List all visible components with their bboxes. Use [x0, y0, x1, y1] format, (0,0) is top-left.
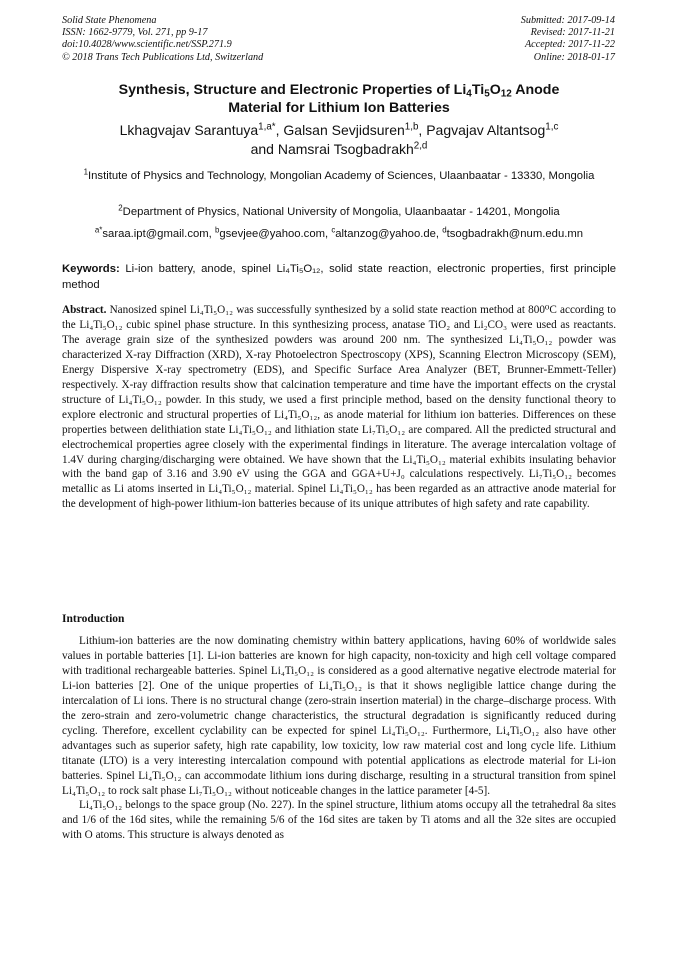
email-d[interactable]: tsogbadrakh@num.edu.mn — [446, 228, 584, 240]
keywords-text: Li-ion battery, anode, spinel Li₄Ti₅O₁₂, solid state reaction, electronic properties, first principle method — [62, 263, 616, 291]
introduction-body — [62, 634, 616, 843]
journal-info — [62, 15, 263, 64]
email-b[interactable]: gsevjee@yahoo.com, — [219, 228, 332, 240]
keywords — [62, 262, 616, 293]
abstract-text: Nanosized spinel Li₄Ti₅O₁₂ was successfully synthesized by a solid state reaction method at 800⁰C according to the Li₄Ti₅O₁₂ cubic spinel phase structure. In this synthesizing process, anatase TiO₂ and Li₂CO₃ were used as reactants. The average grain size of the synthesized powders was around 200 nm. The synthesized Li₄Ti₅O₁₂ powder was characterized X-ray Diffraction (XRD), X-ray Photoelectron Spectroscopy (XPS), Scanning Electron Microscopy (SEM), Energy Dispersive X-ray spectrometry (EDS), and Specific Surface Area Analyzer (BET, Brunner-Emmett-Teller) respectively. X-ray diffraction results show that calcination temperature and time have the important effects on the crystal structure of Li₄Ti₅O₁₂ powder. In this study, we used a first principle method, based on the density functional theory to explore electronic and structural properties of Li₄Ti₅O₁₂, as anode material for lithium ion batteries. Differences on these properties between delithiation state Li₄Ti₅O₁₂ and lithiation state Li₇Ti₅O₁₂ are compared. All the predicted structural and electrochemical properties agree closely with the experimental findings in literature. The average intercalation voltage of 1.4V during charging/discharging were obtained. We have shown that the Li₄Ti₅O₁₂ material exhibits insulating behavior with the band gap of 3.16 and 3.90 eV using the GGA and GGA+U+J₀ calculations respectively. Li₇Ti₅O₁₂ becomes metallic as Li atoms inserted in Li₄Ti₅O₁₂ material. Spinel Li₄Ti₅O₁₂ has been regarded as an attractive anode material for the development of high-power lithium-ion batteries because of its unique attributes of high safety and rate capability. — [62, 304, 616, 511]
affiliation-2: $^2$Department of Physics, National University of Mongolia, Ulaanbaatar - 14201, Mongolia — [118, 203, 560, 218]
date-accepted: Accepted: 2017-11-22 — [524, 39, 615, 51]
publication-dates — [521, 15, 615, 64]
journal-issn: ISSN: 1662-9779, Vol. 271, pp 9-17 — [62, 27, 208, 39]
email-c[interactable]: altanzog@yahoo.de, — [335, 228, 443, 240]
introduction-paragraph-2: Li₄Ti₅O₁₂ belongs to the space group (No. 227). In the spinel structure, lithium atoms occupy all the tetrahedral 8a sites and 1/6 of the 16d sites, while the remaining 5/6 of the 16d sites are taken by Ti atoms and all the 32e sites are occupied with O atoms. This structure is always denoted as — [62, 799, 616, 842]
date-online: Online: 2018-01-17 — [533, 51, 615, 63]
author-1: Lkhagvajav Sarantuya — [119, 122, 259, 138]
journal-copyright: © 2018 Trans Tech Publications Ltd, Switzerland — [62, 51, 264, 63]
author-2: , Galsan Sevjidsuren — [275, 122, 405, 138]
author-3: , Pagvajav Altantsog — [418, 122, 546, 138]
journal-doi[interactable]: doi:10.4028/www.scientific.net/SSP.271.9 — [62, 39, 232, 51]
title-line-1: Synthesis, Structure and Electronic Properties of $Li_4Ti_5O_{12}$ Anode — [118, 82, 560, 100]
abstract — [62, 303, 616, 512]
journal-name: Solid State Phenomena — [62, 15, 157, 26]
affiliation-1: $^1$Institute of Physics and Technology, Mongolian Academy of Sciences, Ulaanbaatar - 13330, Mongolia — [83, 167, 595, 182]
introduction-heading: Introduction — [62, 613, 125, 625]
date-revised: Revised: 2017-11-21 — [530, 27, 615, 39]
introduction-paragraph-1: Lithium-ion batteries are the now dominating chemistry within battery applications, having 60% of worldwide sales values in portable batteries [1]. Li-ion batteries are known for high capacity, non-toxicity and high cell voltage compared with traditional rechargeable batteries. Spinel Li₄Ti₅O₁₂ is considered as a good alternative negative electrode material for Li-ion batteries [2]. One of the unique properties of Li₄Ti₅O₁₂ is that it shows negligible lattice change during the intercalation of Li ions. There is no structural change (zero-strain insertion material) in the charge–discharge process. With the zero-strain and zero-volumetric change characteristics, the structural degradation is significantly reduced during cycling. Therefore, excellent cyclability can be expected for spinel Li₄Ti₅O₁₂. Furthermore, Li₄Ti₅O₁₂ also have other advantages such as superior safety, high rate capability, low toxicity, low raw material cost and long cycle life. Lithium titanate (LTO) is a very interesting intercalation compound with potential applications as electrode material for Li-ion batteries. Spinel Li₄Ti₅O₁₂ can accommodate lithium ions during discharge, resulting in a structural transition from spinel Li₄Ti₅O₁₂ to rock salt phase Li₇Ti₅O₁₂ without noticeable changes in the lattice parameter [4-5]. — [62, 635, 616, 797]
paper-title — [70, 81, 608, 117]
author-emails: $^{a*}$saraa.ipt@gmail.com, $^b$gsevjee@yahoo.com, $^c$altanzog@yahoo.de, $^d$tsogbadrakh@num.edu.mn — [94, 225, 584, 240]
author-4: and Namsrai Tsogbadrakh — [250, 141, 414, 157]
abstract-label: Abstract. — [62, 304, 107, 316]
title-line-2: Material for Lithium Ion Batteries — [228, 100, 450, 116]
author-list: Lkhagvajav Sarantuya$^{1,a*}$, Galsan Sevjidsuren$^{1,b}$, Pagvajav Altantsog$^{1,c}$ and Namsrai Tsogbadrakh$^{2,d}$ — [119, 121, 559, 157]
keywords-label: Keywords: — [62, 263, 120, 275]
email-a[interactable]: saraa.ipt@gmail.com, — [102, 228, 215, 240]
date-submitted: Submitted: 2017-09-14 — [520, 15, 615, 26]
